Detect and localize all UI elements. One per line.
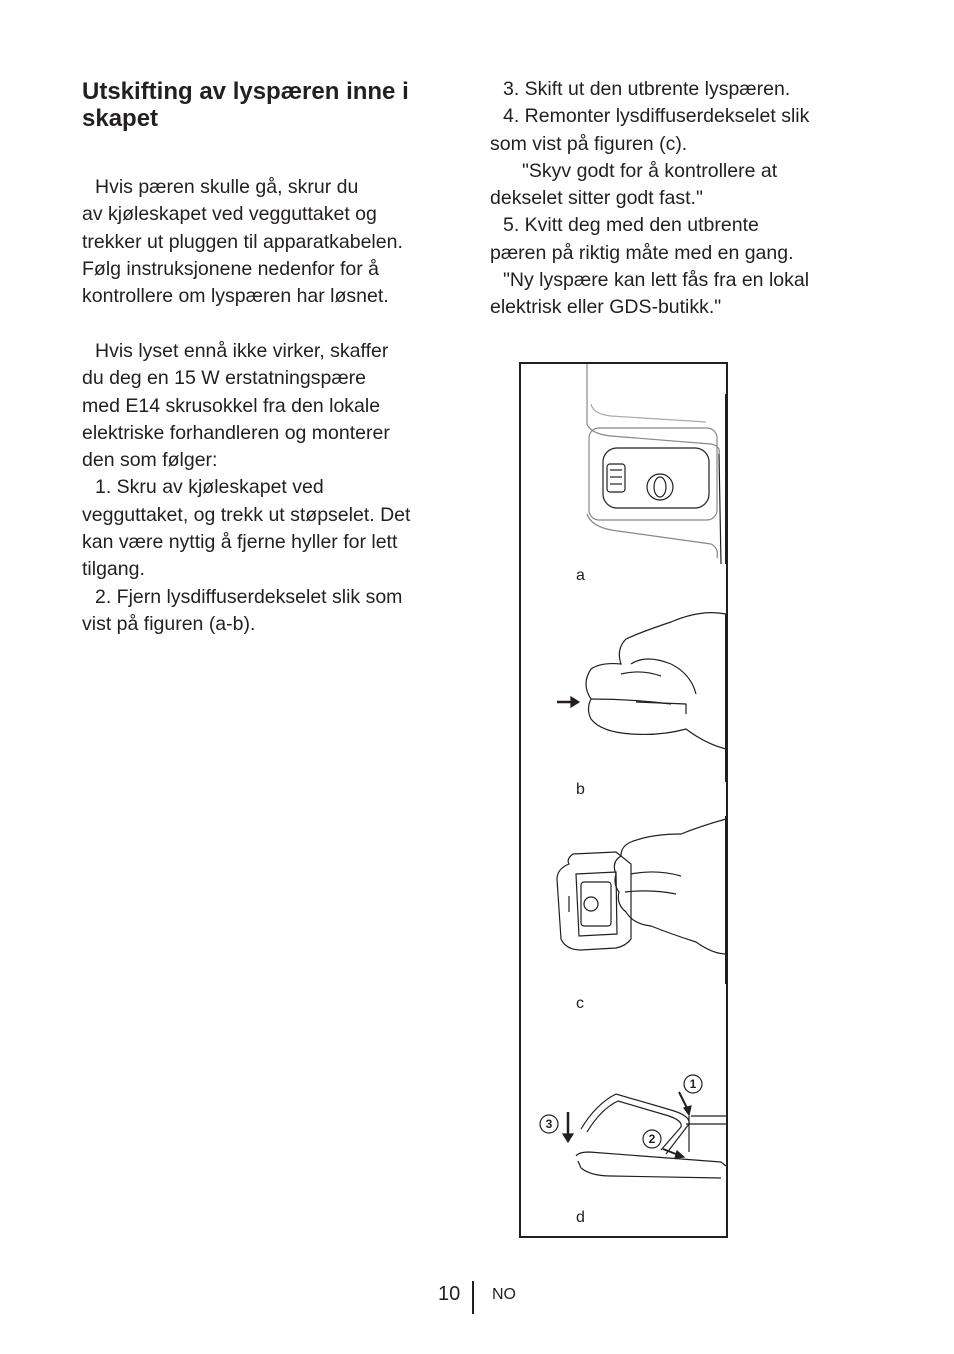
step-line: 5. Kvitt deg med den utbrente [503, 214, 759, 237]
step-line: 4. Remonter lysdiffuserdekselet slik [503, 105, 810, 128]
quote-line: "Ny lyspære kan lett fås fra en lokal [503, 269, 810, 292]
step-marker-2: 2 [648, 1132, 656, 1146]
step-marker-1: 1 [689, 1077, 697, 1091]
step-line: 3. Skift ut den utbrente lyspæren. [503, 78, 791, 100]
text-line: vegguttaket, og trekk ut støpselet. Det [82, 503, 411, 526]
language-code: NO [492, 1286, 516, 1303]
figure-label-b: b [576, 781, 585, 798]
text-line: kan være nyttig å fjerne hyller for lett [82, 531, 398, 554]
hand-remove-drawing [557, 613, 726, 782]
text-line: med E14 skrusokkel fra den lokale [82, 394, 381, 417]
cover-steps-drawing [540, 1075, 726, 1178]
text-line: tilgang. [82, 558, 145, 581]
figure-label-a: a [576, 567, 585, 584]
page-number: 10 [438, 1283, 461, 1305]
footer-divider [472, 1281, 474, 1314]
figure-illustration [521, 364, 728, 1238]
text-line: Hvis lyset ennå ikke virker, skaffer [95, 340, 389, 362]
text-line: som vist på figuren (c). [490, 132, 688, 155]
step-line: 2. Fjern lysdiffuserdekselet slik som [95, 585, 403, 608]
cover-refit-drawing [557, 816, 726, 984]
quote-line: "Skyv godt for å kontrollere at [522, 159, 778, 182]
text-line: Hvis pæren skulle gå, skrur du [95, 176, 359, 198]
instructions-paragraph [82, 338, 472, 638]
figure-label-d: d [576, 1209, 585, 1226]
text-line: elektrisk eller GDS-butikk." [490, 296, 722, 319]
text-line: dekselet sitter godt fast." [490, 187, 703, 210]
text-line: vist på figuren (a-b). [82, 612, 256, 635]
figure-label-c: c [576, 995, 584, 1012]
lamp-replacement-figure [519, 362, 728, 1238]
step-marker-3: 3 [545, 1117, 553, 1131]
lamp-housing-drawing [587, 364, 726, 564]
intro-paragraph [82, 174, 472, 310]
right-column-text [490, 76, 870, 322]
section-heading: Utskifting av lyspæren inne i skapet [82, 78, 409, 132]
text-line: kontrollere om lyspæren har løsnet. [82, 285, 389, 308]
text-line: pæren på riktig måte med en gang. [490, 241, 794, 264]
text-line: trekker ut pluggen til apparatkabelen. [82, 230, 403, 253]
text-line: den som følger: [82, 449, 218, 472]
text-line: Følg instruksjonene nedenfor for å [82, 257, 379, 280]
text-line: elektriske forhandleren og monterer [82, 421, 390, 444]
text-line: du deg en 15 W erstatningspære [82, 367, 367, 390]
step-line: 1. Skru av kjøleskapet ved [95, 476, 324, 499]
text-line: av kjøleskapet ved vegguttaket og [82, 203, 377, 226]
